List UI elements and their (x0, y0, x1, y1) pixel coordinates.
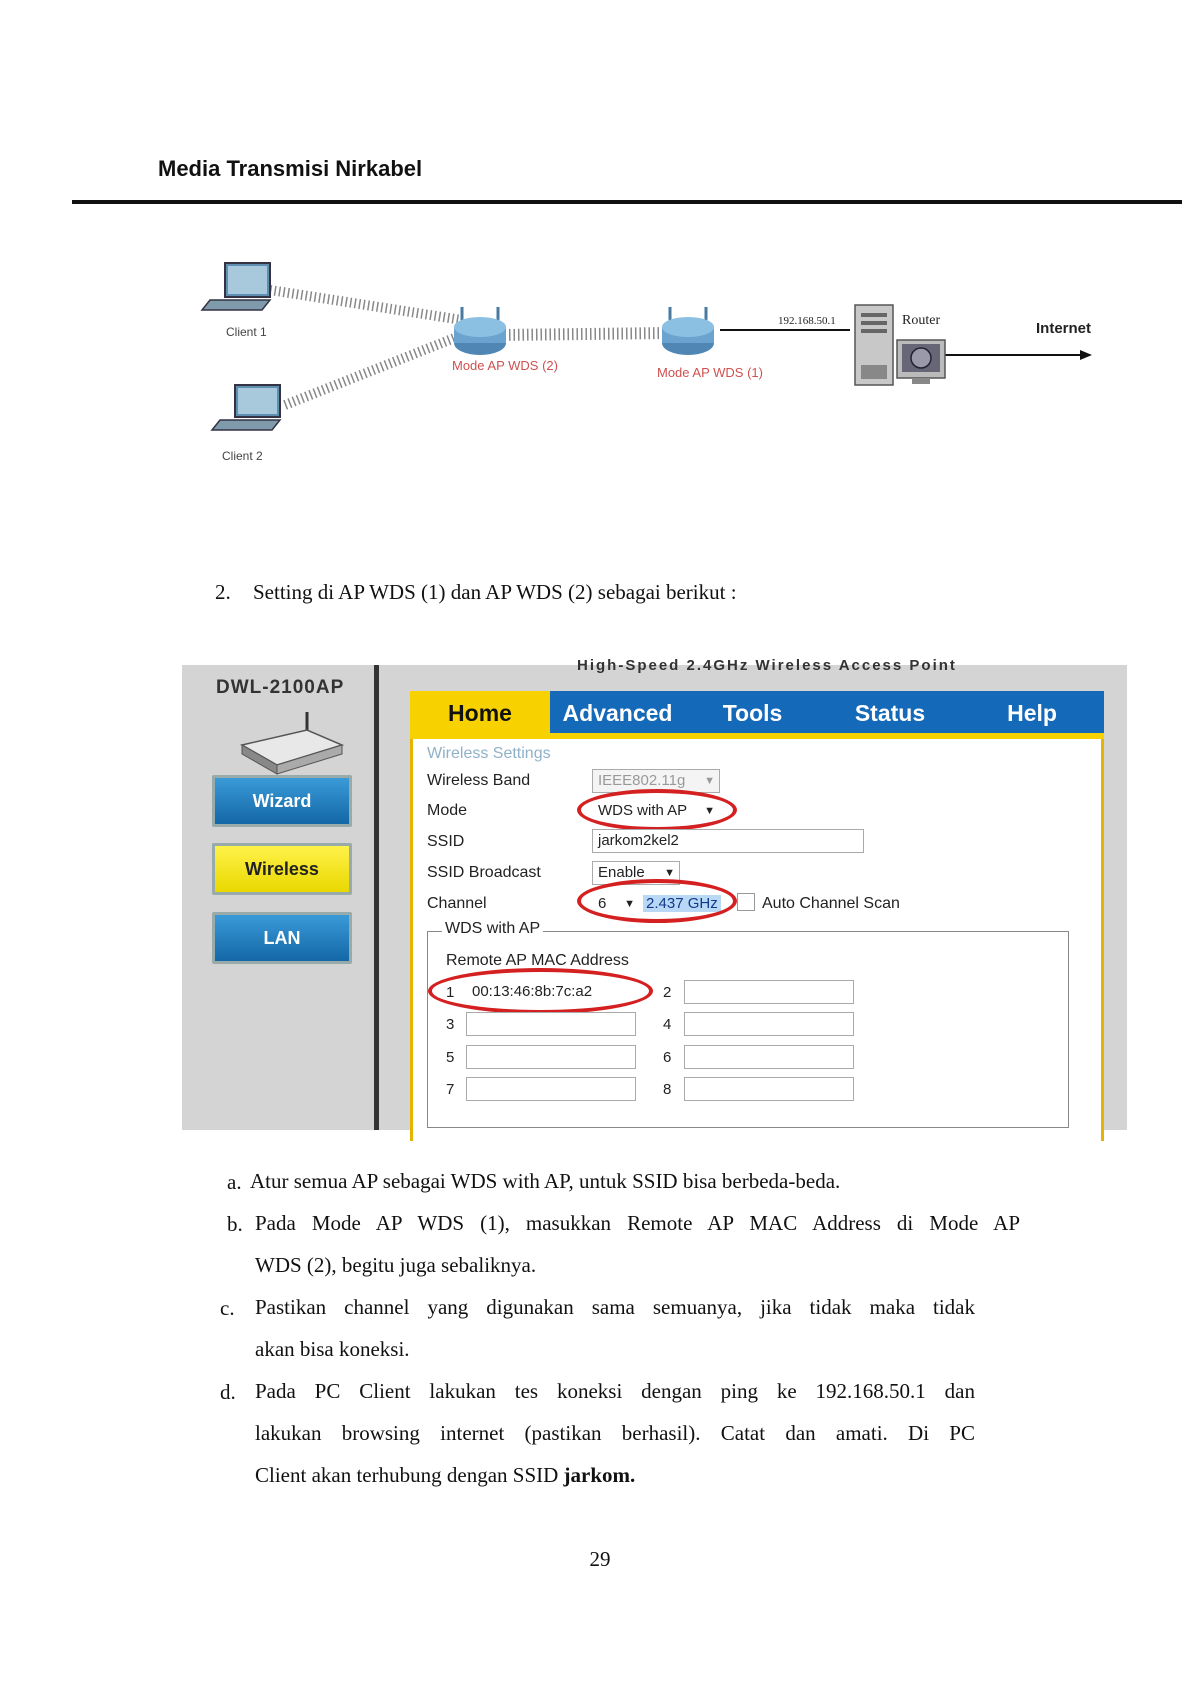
list-item-text-line: Pastikan channel yang digunakan sama semuanya, jika tidak maka tidak (255, 1295, 975, 1319)
step-text: Setting di AP WDS (1) dan AP WDS (2) sebagai berikut : (253, 580, 737, 604)
band-value: IEEE802.11g (598, 772, 686, 789)
ssid-broadcast-label: SSID Broadcast (427, 864, 541, 881)
page-header-title: Media Transmisi Nirkabel (158, 156, 423, 181)
wds-with-ap-group (427, 920, 1069, 1128)
mac-entry-number: 4 (663, 1016, 672, 1033)
tab-tools[interactable]: Tools (722, 699, 783, 726)
list-item-text-line: WDS (2), begitu juga sebaliknya. (255, 1253, 537, 1277)
channel-frequency-value: 2.437 GHz (643, 895, 721, 912)
network-diagram (200, 255, 1100, 495)
band-label: Wireless Band (427, 772, 531, 789)
list-item-text-line (255, 1454, 975, 1496)
mac-entry-number: 2 (663, 984, 672, 1001)
mac-address-input-3[interactable] (466, 1012, 636, 1036)
header-rule (72, 200, 1182, 204)
router-sidebar (182, 665, 377, 1130)
laptop-icon-client2 (212, 385, 280, 430)
remote-mac-label: Remote AP MAC Address (446, 952, 629, 969)
internet-label: Internet (1036, 320, 1092, 337)
chevron-down-icon: ▼ (704, 805, 715, 817)
mac-address-input-1[interactable]: 00:13:46:8b:7c:a2 (466, 980, 636, 1004)
list-item-label: c. (220, 1296, 235, 1320)
nav-wireless-button[interactable]: Wireless (212, 843, 352, 895)
highlight-circle-mac (428, 968, 653, 1014)
router-label: Router (902, 313, 941, 328)
channel-label: Channel (427, 895, 487, 912)
model-name: DWL-2100AP (216, 677, 345, 698)
access-point-icon-wds1 (662, 307, 714, 355)
mode-value: WDS with AP (598, 802, 688, 819)
list-item-label: b. (227, 1212, 243, 1236)
list-item-text-line: Pada Mode AP WDS (1), masukkan Remote AP MAC Address di Mode AP (255, 1211, 1020, 1235)
mac-address-input-5[interactable] (466, 1045, 636, 1069)
client2-label: Client 2 (222, 449, 263, 463)
list-item-text-line: akan bisa koneksi. (255, 1337, 410, 1361)
mac-address-input-4[interactable] (684, 1012, 854, 1036)
router-config-screenshot (182, 657, 1127, 1130)
list-item-label: d. (220, 1380, 236, 1404)
chevron-down-icon: ▼ (664, 867, 675, 879)
channel-value: 6 (598, 895, 607, 912)
mac-address-input-7[interactable] (466, 1077, 636, 1101)
chevron-down-icon: ▼ (704, 775, 715, 787)
mac-entry-number: 1 (446, 984, 455, 1001)
mac-address-input-8[interactable] (684, 1077, 854, 1101)
internet-arrowhead (1080, 350, 1092, 360)
wds-legend: WDS with AP (442, 920, 543, 938)
step-number: 2. (215, 580, 231, 604)
list-item-text-segment: Client akan terhubung dengan SSID (255, 1463, 564, 1487)
mac-entry-number: 3 (446, 1016, 455, 1033)
highlight-circle-channel (577, 879, 737, 923)
ap-wds1-label: Mode AP WDS (1) (657, 365, 763, 380)
auto-channel-scan-label: Auto Channel Scan (762, 895, 900, 912)
broadcast-value: Enable (598, 864, 645, 881)
mac-entry-number: 8 (663, 1081, 672, 1098)
access-point-icon-wds2 (454, 307, 506, 355)
mac-entry-number: 6 (663, 1049, 672, 1066)
mac-address-input-6[interactable] (684, 1045, 854, 1069)
mac-address-input-2[interactable] (684, 980, 854, 1004)
wireless-settings-form (427, 739, 1097, 1129)
ssid-label: SSID (427, 833, 465, 850)
tab-status[interactable]: Status (854, 699, 926, 726)
mac-entry-number: 7 (446, 1081, 455, 1098)
router-ip-label: 192.168.50.1 (778, 315, 836, 327)
list-item-text-line: lakukan browsing internet (pastikan berhasil). Catat dan amati. Di PC (255, 1421, 975, 1445)
highlight-circle-mode (577, 789, 737, 831)
list-item-text: Atur semua AP sebagai WDS with AP, untuk SSID bisa berbeda-beda. (250, 1169, 841, 1193)
screenshot-top-title: High-Speed 2.4GHz Wireless Access Point (577, 657, 957, 674)
nav-lan-button[interactable]: LAN (212, 912, 352, 964)
network-diagram-graphic (200, 255, 1100, 495)
nav-wizard-button[interactable]: Wizard (212, 775, 352, 827)
mode-label: Mode (427, 802, 468, 819)
tab-home[interactable]: Home (410, 691, 550, 735)
tab-help[interactable]: Help (1007, 699, 1057, 726)
chevron-down-icon: ▼ (624, 898, 635, 910)
client1-label: Client 1 (226, 325, 267, 339)
list-item-text-line: Pada PC Client lakukan tes koneksi dengan ping ke 192.168.50.1 dan (255, 1379, 975, 1403)
ap-wds2-label: Mode AP WDS (2) (452, 358, 558, 373)
page-number: 29 (589, 1547, 611, 1571)
wireless-link-client2 (285, 335, 462, 405)
section-title: Wireless Settings (427, 745, 551, 762)
laptop-icon-client1 (202, 263, 270, 310)
mac-entry-number: 5 (446, 1049, 455, 1066)
wireless-link-client1 (270, 290, 462, 320)
wireless-link-ap (500, 333, 670, 335)
ssid-emphasis: jarkom. (563, 1463, 636, 1487)
sidebar-divider (374, 665, 379, 1130)
step-2 (215, 580, 737, 605)
ssid-input[interactable]: jarkom2kel2 (592, 829, 864, 853)
main-tabs (410, 691, 1104, 735)
access-point-device-icon (237, 710, 347, 780)
tab-advanced[interactable]: Advanced (562, 699, 673, 726)
list-item-label: a. (227, 1170, 242, 1194)
auto-channel-scan-checkbox[interactable] (737, 893, 755, 911)
